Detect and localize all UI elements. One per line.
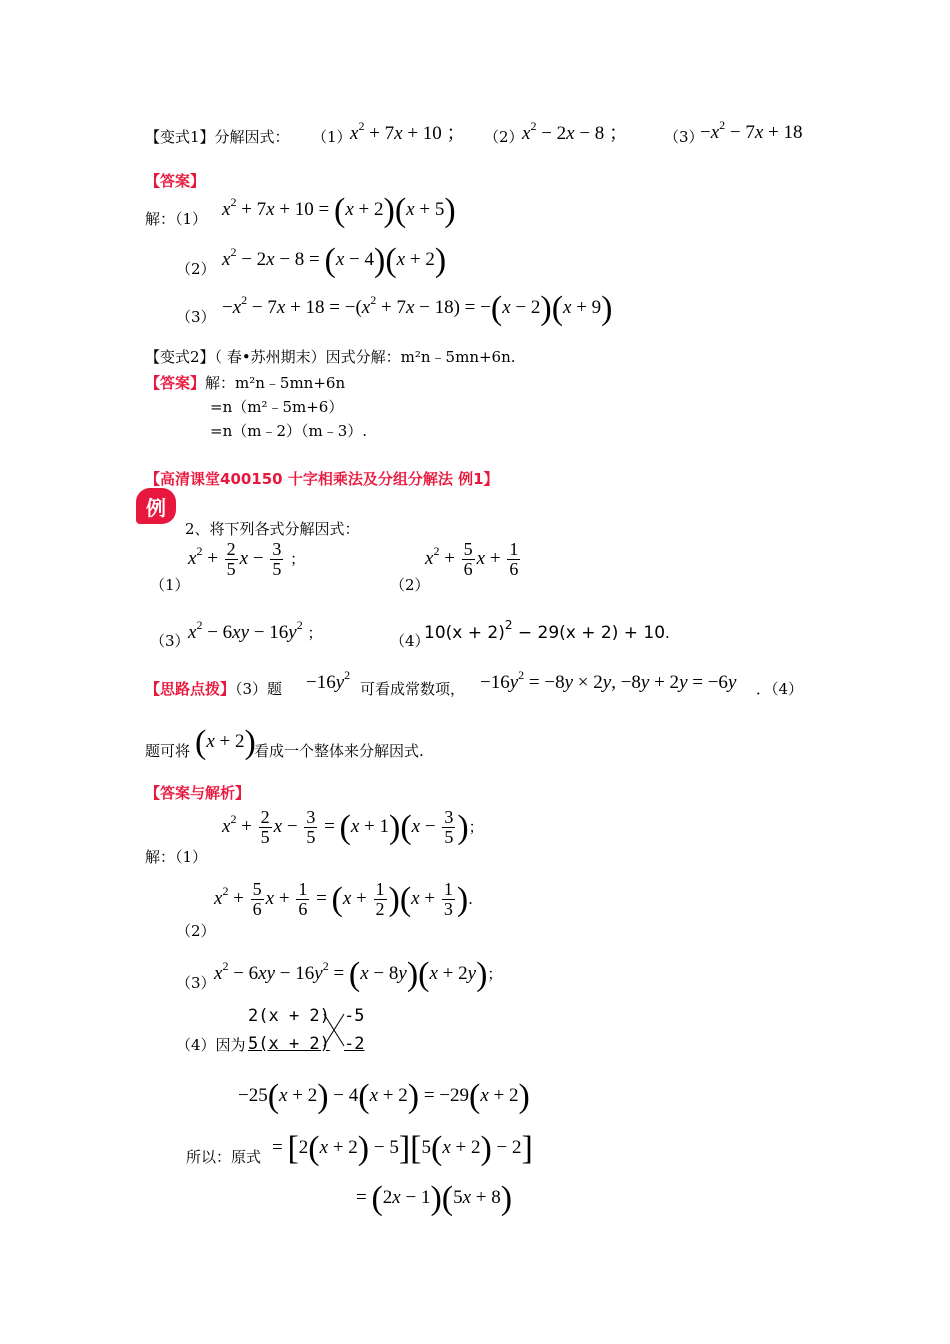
- ex2-num3: （3）: [150, 632, 190, 650]
- variant2-line: [145, 346, 516, 367]
- ex2-num2: （2）: [390, 576, 430, 594]
- analysis-num3: （3）: [176, 974, 216, 992]
- ex2-expr2: $x^2$ + $\frac{5}{6}$ x + $\frac{1}{6}$: [425, 539, 519, 579]
- analysis-num2: （2）: [176, 922, 216, 940]
- analysis-result2: = (2x − 1)(5x + 8): [356, 1180, 513, 1217]
- analysis-expr2: $x^2$ + $\frac{5}{6}$ x + $\frac{1}{6}$ = (x + $\frac{1}{2}$ )(x + $\frac{1}{3}$ ).: [214, 879, 473, 919]
- analysis-expr3: $x^2 - 6xy - 16y^2 = (x - 8y)(x + 2y)$；: [214, 956, 503, 993]
- ex2-expr3: $x^2 - 6xy - 16y^2$ ；: [188, 618, 323, 643]
- variant1-label: 【变式1】: [145, 128, 215, 146]
- variant2-answer-line1: 【答案】解：m²n﹣5mn+6n: [145, 374, 346, 392]
- variant1-expr2: $x^2 - 2x - 8$ ；: [522, 119, 629, 144]
- example2-prompt: 2、将下列各式分解因式：: [185, 520, 360, 538]
- analysis-num4: （4）因为: [176, 1036, 246, 1054]
- analysis-solve: 解：（1）: [145, 848, 208, 866]
- class-title: 【高清课堂400150 十字相乘法及分组分解法 例1】: [145, 470, 499, 488]
- analysis-so: 所以：原式: [186, 1148, 262, 1166]
- hint-expr2: $-16y^2 = -8y \times 2y$, −8y + 2y = −6y: [480, 668, 737, 693]
- variant2-answer-line3: =n（m﹣2）（m﹣3）.: [210, 422, 368, 440]
- ex2-expr4: $10(x + 2)^2 - 29(x + 2) + 10$.: [424, 618, 670, 643]
- hint-text2: 可看成常数项，: [360, 680, 466, 698]
- v1-num3: （3）: [176, 308, 216, 326]
- cross-c: 5(x + 2): [248, 1034, 330, 1054]
- hint-label: 【思路点拨】: [145, 680, 236, 698]
- variant1-expr1: $x^2 + 7x + 10$ ；: [350, 119, 466, 144]
- cross-d: -2: [344, 1034, 365, 1054]
- v1-answer-2: $x^2 - 2x - 8 = (x - 4)(x + 2)$: [222, 242, 447, 279]
- hint-expr3: (x + 2): [195, 724, 256, 761]
- hint-line1: 【思路点拨】（3）题: [145, 680, 283, 698]
- variant1-num3: （3）: [664, 128, 704, 146]
- hint-expr1: $-16y^2$: [306, 668, 351, 693]
- variant2-text: （ 春•苏州期末）因式分解：m²n﹣5mn+6n.: [214, 348, 516, 366]
- v1-answer-1: $x^2 + 7x + 10 = (x + 2)(x + 5)$: [222, 192, 456, 229]
- analysis-expr1: $x^2$ + $\frac{2}{5}$ x − $\frac{3}{5}$ = (x + 1)(x − $\frac{3}{5}$ )；: [222, 807, 484, 847]
- hint-text3: ．（4）: [756, 680, 804, 698]
- v1-answer-3: $-x^2 - 7x + 18 = -(x^2 + 7x - 18) = -(x - 2)(x + 9)$: [222, 290, 613, 327]
- ex2-num1: （1）: [150, 576, 190, 594]
- analysis-label: 【答案与解析】: [145, 784, 251, 802]
- variant1-prompt: 分解因式：: [214, 128, 290, 146]
- analysis-cross-sum: −25(x + 2) − 4(x + 2) = −29(x + 2): [238, 1078, 530, 1115]
- variant1-num2: （2）: [484, 128, 524, 146]
- hint-line2a: 题可将: [145, 742, 191, 760]
- v1-num2: （2）: [176, 260, 216, 278]
- answer-label: 【答案】: [145, 172, 206, 190]
- variant2-label: 【变式2】: [145, 348, 215, 366]
- analysis-result1: = [2(x + 2) − 5][5(x + 2) − 2]: [272, 1130, 533, 1167]
- ex2-num4: （4）: [390, 632, 430, 650]
- hint-line2b: 看成一个整体来分解因式.: [254, 742, 424, 760]
- variant2-answer-label: 【答案】: [145, 374, 206, 392]
- variant1-num1: （1）: [312, 128, 352, 146]
- cross-multiplication-diagram: [244, 1006, 376, 1060]
- ex2-expr1: $x^2$ + $\frac{2}{5}$ x − $\frac{3}{5}$ ；: [188, 539, 306, 579]
- example-badge-icon: 例: [136, 488, 176, 524]
- variant2-answer-line2: =n（m²﹣5m+6）: [210, 398, 344, 416]
- cross-x-icon: [322, 1012, 346, 1048]
- cross-b: -5: [344, 1006, 365, 1026]
- solve-label: 解：（1）: [145, 210, 208, 228]
- variant1-expr3: $-x^2 - 7x + 18$: [700, 118, 803, 143]
- variant1-line: [145, 126, 290, 147]
- cross-a: 2(x + 2): [248, 1006, 330, 1026]
